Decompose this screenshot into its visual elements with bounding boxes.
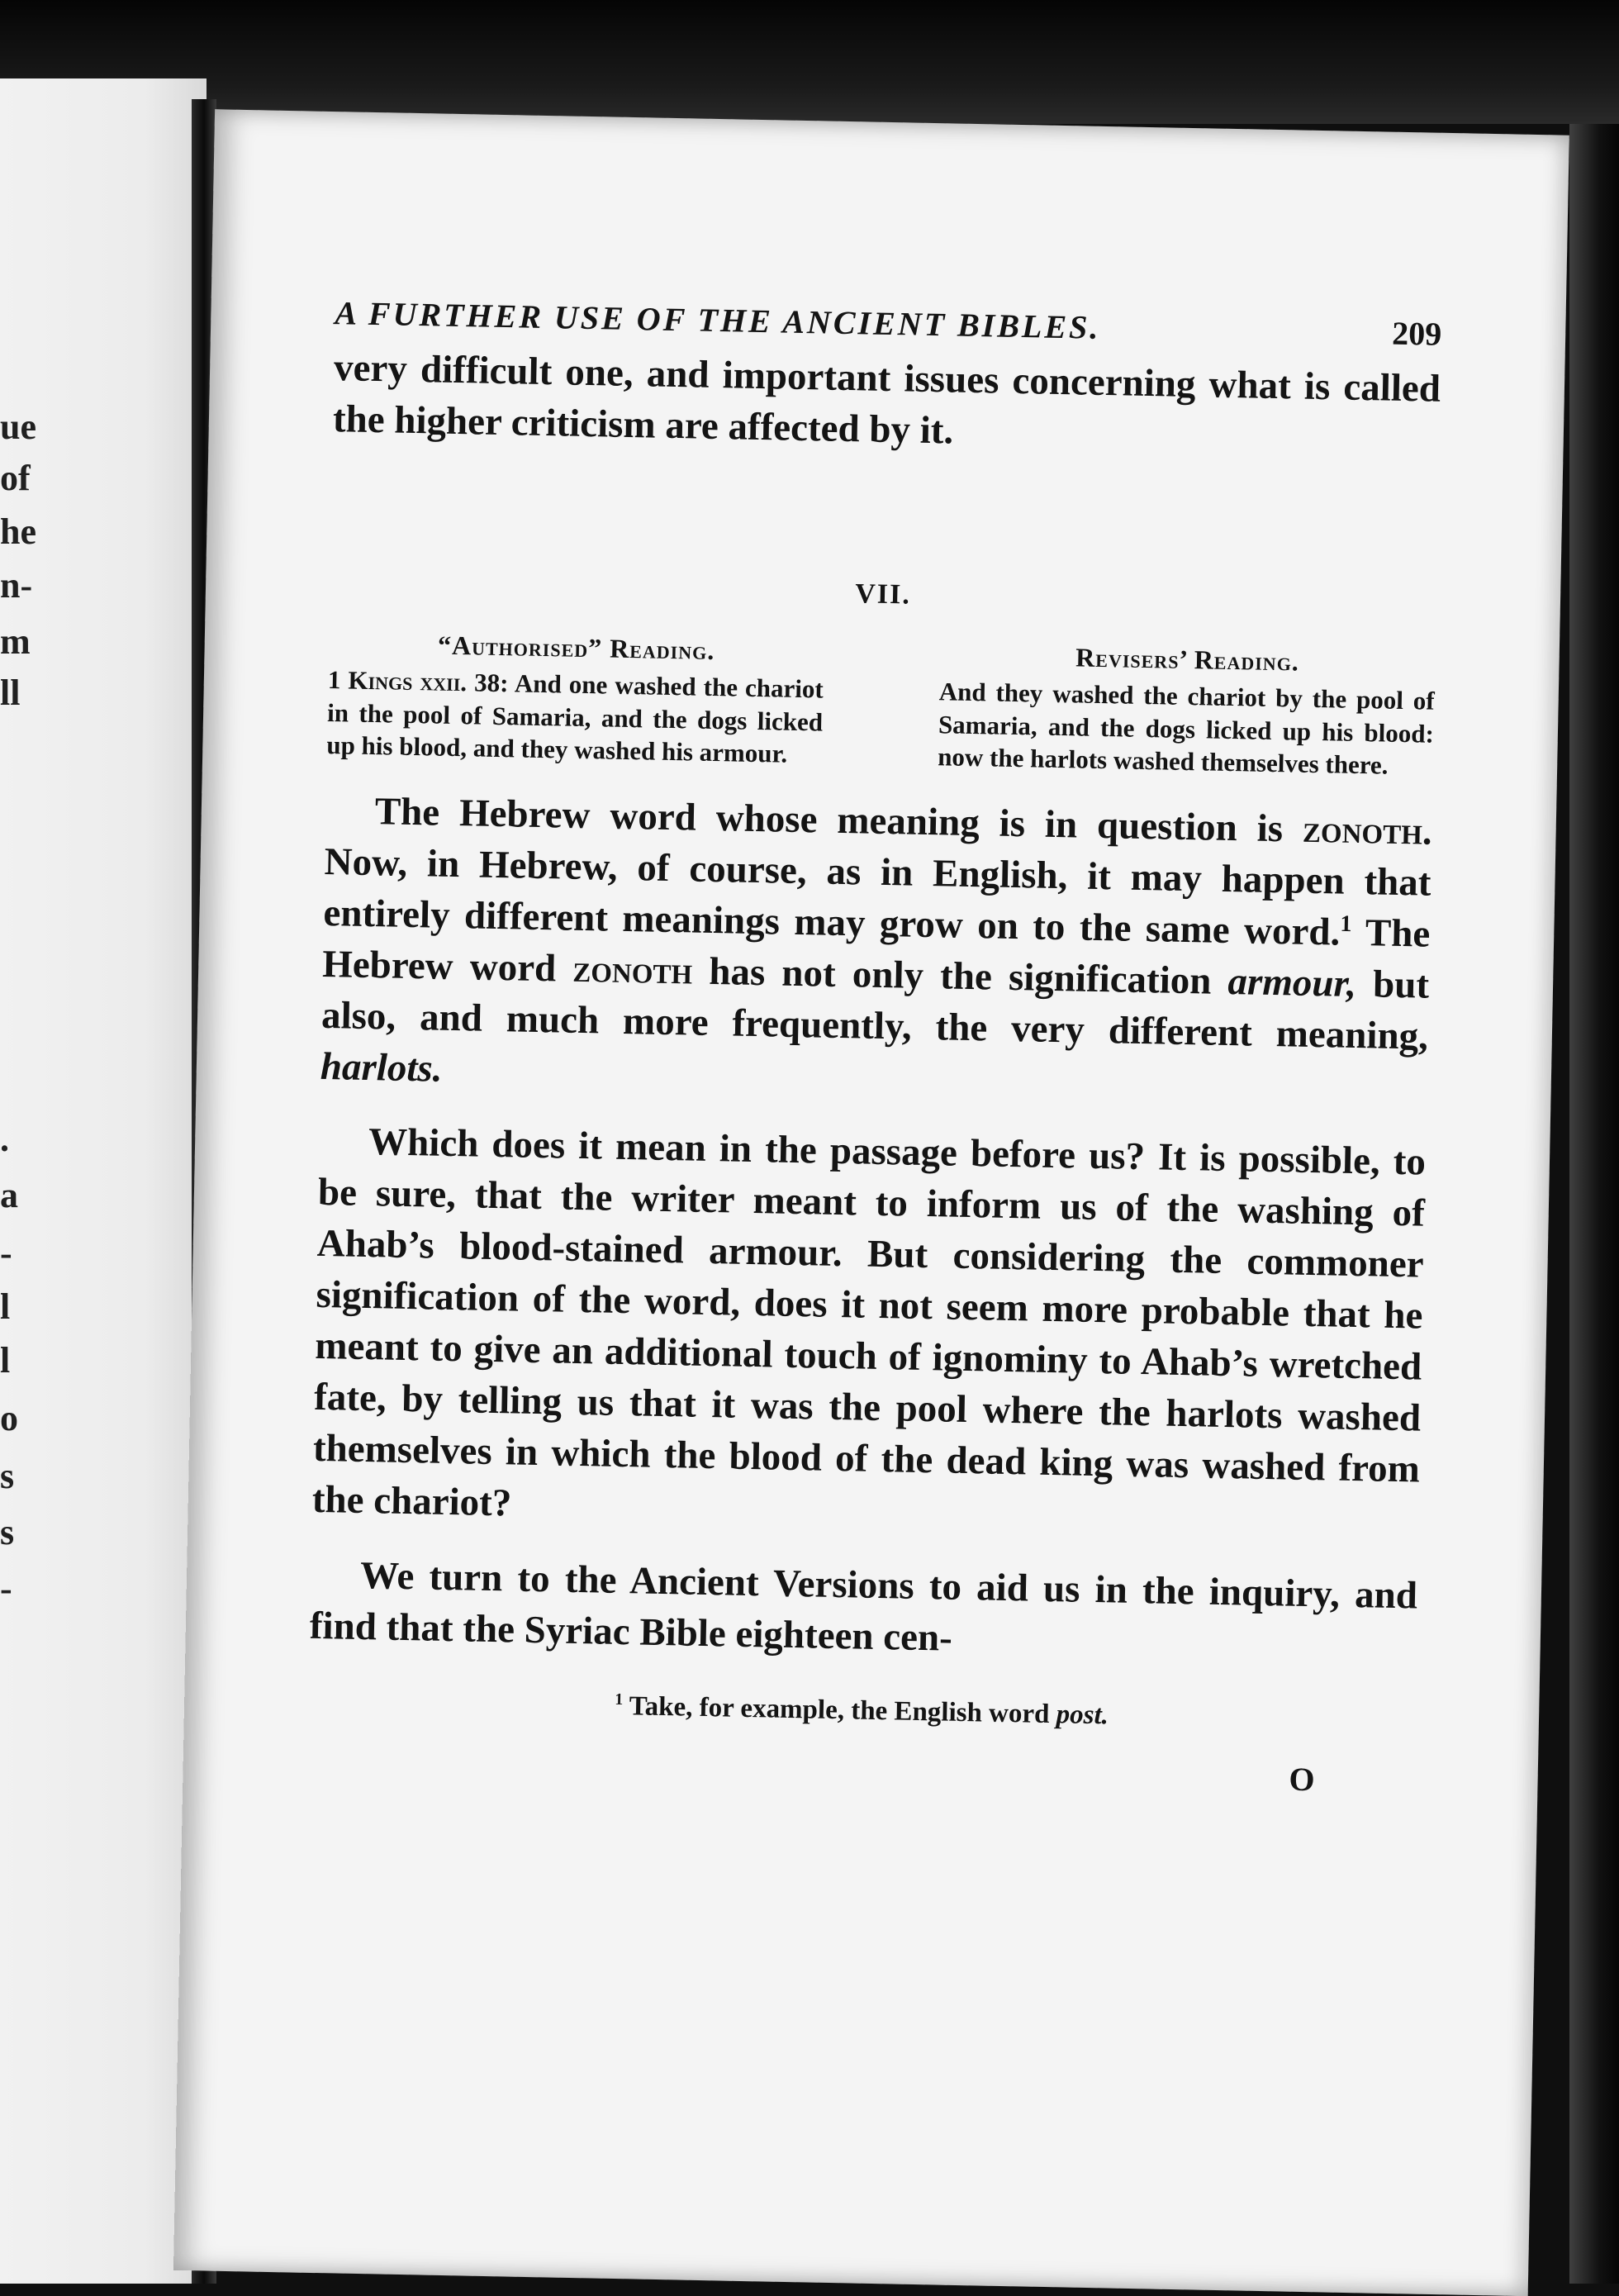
section-number: VII. — [854, 578, 912, 611]
text-run: has not only the signification — [708, 950, 1212, 1003]
left-fragment: o — [0, 1398, 18, 1438]
scan-top-border — [0, 0, 1619, 124]
page-number: 209 — [1391, 314, 1442, 353]
footnote — [308, 1684, 1415, 1737]
hebrew-term: zonoth — [572, 947, 693, 993]
footnote-reference: 1 — [1340, 911, 1352, 938]
left-fragment: s — [0, 1512, 15, 1552]
footnote-text: Take, for example, the English word — [629, 1690, 1050, 1729]
left-fragment: of — [0, 458, 31, 498]
authorised-reading-text — [326, 663, 824, 772]
text-run: Now, in Hebrew, of course, as in English, it may happen that entirely different meanings may grow on to the same word. — [323, 840, 1431, 954]
italic-word: harlots. — [320, 1045, 443, 1091]
book-page — [173, 109, 1569, 2296]
left-fragment: ll — [0, 673, 21, 713]
italic-word: armour, — [1227, 960, 1357, 1006]
left-fragment: ue — [0, 406, 36, 447]
left-fragment: he — [0, 511, 36, 552]
left-fragment: - — [0, 1568, 12, 1609]
left-fragment: . — [0, 1119, 9, 1159]
text-run: The Hebrew word — [321, 911, 1431, 991]
revisers-reading-heading: Revisers’ Reading. — [1075, 642, 1300, 677]
left-fragment: s — [0, 1456, 15, 1496]
hebrew-term: zonoth. — [1302, 807, 1433, 853]
scan-right-border — [1569, 124, 1619, 2284]
parallel-readings — [326, 628, 1436, 783]
text-run: but also, and much more frequently, the very different meaning, — [320, 963, 1430, 1058]
scripture-reference: 1 Kings xxii. 38: — [327, 665, 509, 698]
revisers-reading — [938, 639, 1436, 783]
left-fragment: n- — [0, 565, 33, 606]
paragraph-versions: We turn to the Ancient Versions to aid us in the inquiry, and find that the Syriac Bible eighteen cen- — [309, 1553, 1418, 1660]
authorised-verse: And one washed the chariot in the pool of Samaria, and the dogs licked up his blood, and they washed his armour. — [326, 668, 824, 769]
paragraph-question: Which does it mean in the passage before us? It is possible, to be sure, that the writer meant to inform us of the washing of Ahab’s blood-stained armour. But considering the commoner signification of the word, does it not seem more probable that he meant to give an additional touch of ignominy to Ahab’s wretched fate, by telling us that it was the pool where the harlots washed themselves in which the blood of the dead king was washed from the chariot? — [311, 1120, 1427, 1525]
left-fragment: m — [0, 621, 31, 662]
left-fragment: l — [0, 1340, 11, 1381]
footnote-italic: post. — [1056, 1699, 1109, 1730]
authorised-reading-heading: “Authorised” Reading. — [437, 630, 715, 666]
page-content — [306, 293, 1441, 1800]
revisers-reading-text: And they washed the chariot by the pool of Samaria, and the dogs licked up his blood: now the harlots washed themselves there. — [937, 677, 1436, 781]
left-fragment: - — [0, 1233, 12, 1273]
text-run: The Hebrew word whose meaning is in question is — [374, 790, 1284, 851]
left-fragment: a — [0, 1175, 18, 1215]
left-fragment: l — [0, 1286, 11, 1327]
left-page-edge — [0, 78, 207, 2284]
signature-mark: O — [1289, 1760, 1316, 1798]
running-head — [335, 293, 1442, 354]
running-head-title: A FURTHER USE OF THE ANCIENT BIBLES. — [335, 294, 1101, 346]
footnote-mark: 1 — [615, 1690, 624, 1709]
authorised-reading — [326, 628, 824, 772]
paragraph-hebrew-word — [320, 785, 1432, 1114]
opening-paragraph: very difficult one, and important issues concerning what is called the higher criticism are affected by it. — [332, 346, 1441, 453]
